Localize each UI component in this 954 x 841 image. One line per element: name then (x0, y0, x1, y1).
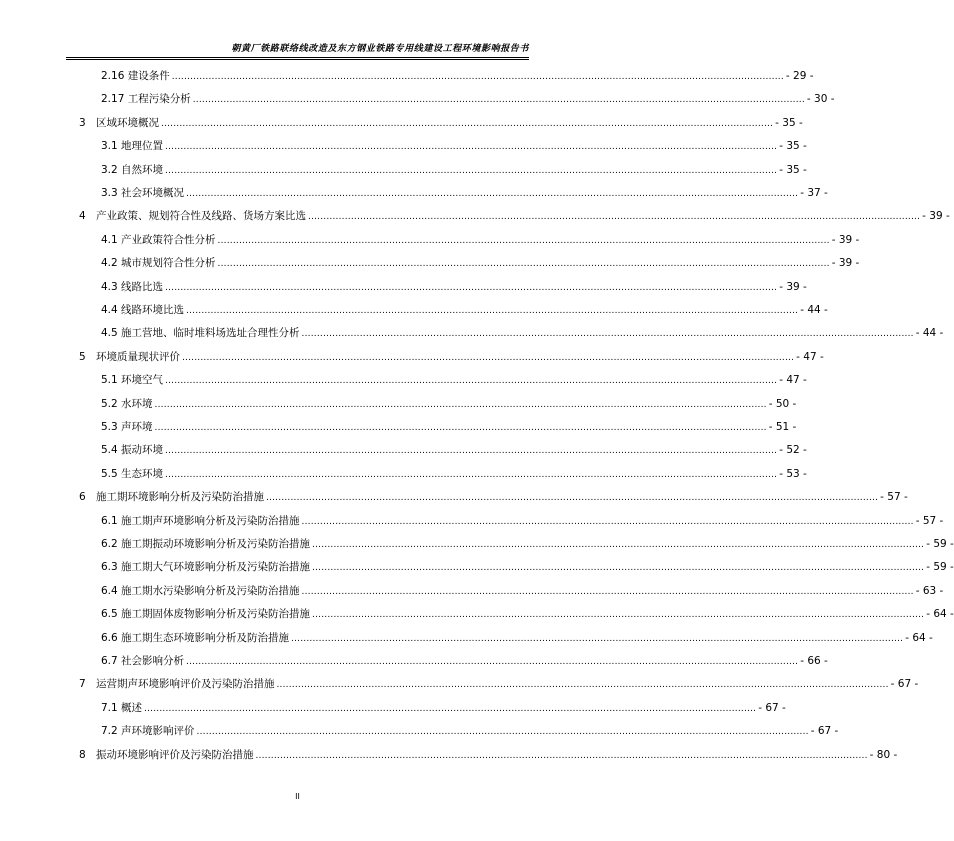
toc-page-number: - 59 - (926, 561, 954, 574)
toc-page-number: - 39 - (831, 257, 860, 270)
toc-leader-dots: ........................................................................................................................................................................................................ (144, 703, 757, 714)
toc-leader-dots: ........................................................................................................................................................................................................ (312, 540, 925, 550)
toc-entry[interactable] (0, 138, 807, 154)
toc-page-number: - 52 - (779, 444, 807, 457)
toc-entry-title: 运营期声环境影响评价及污染防治措施 (96, 678, 275, 691)
toc-page-number: - 44 - (800, 304, 828, 316)
page-number: II (295, 792, 300, 801)
toc-chapter-number: 5 (79, 350, 86, 363)
toc-entry[interactable] (0, 442, 807, 458)
toc-page-number: - 50 - (768, 397, 797, 410)
toc-entry[interactable] (0, 279, 807, 295)
toc-page-number: - 51 - (768, 421, 797, 433)
toc-entry-title: 振动环境影响评价及污染防治措施 (96, 748, 254, 761)
toc-entry-title: 施工期环境影响分析及污染防治措施 (96, 491, 264, 504)
toc-leader-dots: ........................................................................................................................................................................................................ (186, 189, 799, 199)
toc-entry[interactable] (0, 185, 828, 201)
toc-entry[interactable] (0, 676, 919, 692)
toc-page-number: - 64 - (926, 608, 954, 621)
running-header: 朝黄厂铁路联络线改造及东方钢业铁路专用线建设工程环境影响报告书 (231, 44, 529, 54)
toc-entry-title: 产业政策、规划符合性及线路、货场方案比选 (96, 210, 306, 223)
toc-entry-title: 4.2 城市规划符合性分析 (101, 257, 216, 270)
toc-leader-dots: ........................................................................................................................................................................................................ (171, 72, 784, 82)
toc-leader-dots: ........................................................................................................................................................................................................ (217, 259, 830, 270)
toc-page-number: - 57 - (915, 514, 944, 527)
toc-page-number: - 35 - (775, 116, 803, 129)
toc-page-number: - 66 - (800, 655, 828, 667)
toc-leader-dots: ........................................................................................................................................................................................................ (192, 95, 805, 106)
toc-entry-title: 6.7 社会影响分析 (101, 655, 185, 667)
toc-entry[interactable] (0, 653, 828, 669)
toc-page-number: - 37 - (800, 187, 828, 199)
toc-entry[interactable] (0, 325, 944, 341)
toc-entry-title: 6.1 施工期声环境影响分析及污染防治措施 (101, 514, 300, 527)
toc-entry[interactable] (0, 536, 954, 552)
toc-leader-dots: ........................................................................................................................................................................................................ (154, 423, 767, 433)
toc-entry-title: 6.3 施工期大气环境影响分析及污染防治措施 (101, 561, 311, 574)
toc-leader-dots: ........................................................................................................................................................................................................ (301, 516, 914, 527)
toc-leader-dots: ........................................................................................................................................................................................................ (301, 586, 914, 597)
toc-leader-dots: ........................................................................................................................................................................................................ (161, 118, 774, 129)
toc-entry[interactable] (0, 723, 839, 739)
toc-page-number: - 80 - (869, 748, 898, 761)
toc-entry[interactable] (0, 700, 786, 716)
toc-leader-dots: ........................................................................................................................................................................................................ (301, 329, 914, 340)
toc-entry-title: 7.2 声环境影响评价 (101, 725, 195, 738)
toc-leader-dots: ........................................................................................................................................................................................................ (165, 376, 778, 387)
toc-entry-title: 2.17 工程污染分析 (101, 93, 191, 106)
toc-chapter-number: 3 (79, 116, 86, 129)
toc-entry[interactable] (0, 747, 898, 763)
toc-leader-dots: ........................................................................................................................................................................................................ (255, 750, 868, 761)
toc-leader-dots: ........................................................................................................................................................................................................ (165, 142, 778, 153)
toc-leader-dots: ........................................................................................................................................................................................................ (165, 282, 778, 293)
toc-chapter-number: 8 (79, 748, 86, 761)
toc-entry[interactable] (0, 630, 933, 646)
toc-entry-title: 5.1 环境空气 (101, 374, 164, 387)
toc-entry-title: 4.5 施工营地、临时堆料场选址合理性分析 (101, 327, 300, 340)
toc-page-number: - 67 - (758, 701, 786, 714)
toc-leader-dots: ........................................................................................................................................................................................................ (196, 727, 809, 738)
toc-entry[interactable] (0, 372, 807, 388)
toc-leader-dots: ........................................................................................................................................................................................................ (154, 399, 767, 410)
toc-page-number: - 39 - (831, 233, 860, 246)
toc-entry-title: 区域环境概况 (96, 116, 159, 129)
toc-entry[interactable] (0, 115, 803, 131)
toc-leader-dots: ........................................................................................................................................................................................................ (182, 352, 795, 363)
toc-entry[interactable] (0, 208, 950, 224)
toc-entry-title: 6.6 施工期生态环境影响分析及防治措施 (101, 631, 290, 644)
toc-page-number: - 29 - (785, 70, 814, 82)
toc-entry-title: 环境质量现状评价 (96, 350, 180, 363)
toc-leader-dots: ........................................................................................................................................................................................................ (217, 235, 830, 246)
toc-page-number: - 67 - (810, 725, 839, 738)
toc-entry-title: 6.5 施工期固体废物影响分析及污染防治措施 (101, 608, 311, 621)
toc-leader-dots: ........................................................................................................................................................................................................ (186, 306, 799, 316)
toc-entry-title: 3.3 社会环境概况 (101, 187, 185, 199)
toc-entry-title: 5.2 水环境 (101, 397, 153, 410)
toc-page-number: - 35 - (779, 163, 807, 176)
toc-entry[interactable] (0, 489, 908, 505)
toc-entry-title: 6.4 施工期水污染影响分析及污染防治措施 (101, 584, 300, 597)
toc-entry[interactable] (0, 606, 954, 622)
toc-leader-dots: ........................................................................................................................................................................................................ (308, 212, 921, 223)
toc-entry-title: 5.4 振动环境 (101, 444, 164, 457)
toc-entry-title: 4.3 线路比选 (101, 280, 164, 293)
toc-entry-title: 3.1 地理位置 (101, 140, 164, 153)
header-rule-thin (66, 59, 529, 60)
toc-leader-dots: ........................................................................................................................................................................................................ (291, 633, 904, 644)
toc-page-number: - 53 - (779, 467, 807, 480)
toc-entry[interactable] (0, 255, 860, 271)
toc-entry-title: 2.16 建设条件 (101, 70, 170, 82)
toc-page-number: - 63 - (915, 584, 944, 597)
toc-entry[interactable] (0, 302, 828, 318)
toc-page-number: - 67 - (890, 678, 919, 691)
toc-entry[interactable] (0, 349, 824, 365)
toc-leader-dots: ........................................................................................................................................................................................................ (312, 610, 925, 621)
toc-leader-dots: ........................................................................................................................................................................................................ (165, 446, 778, 457)
toc-leader-dots: ........................................................................................................................................................................................................ (276, 680, 889, 691)
toc-page-number: - 44 - (915, 327, 944, 340)
toc-page-number: - 35 - (779, 140, 807, 153)
toc-page-number: - 39 - (922, 210, 950, 223)
toc-leader-dots: ........................................................................................................................................................................................................ (165, 469, 778, 480)
toc-entry[interactable] (0, 68, 814, 84)
toc-chapter-number: 6 (79, 491, 86, 504)
toc-entry-title: 5.5 生态环境 (101, 467, 164, 480)
toc-page-number: - 47 - (779, 374, 807, 387)
toc-entry[interactable] (0, 559, 954, 575)
toc-entry-title: 4.4 线路环境比选 (101, 304, 185, 316)
toc-leader-dots: ........................................................................................................................................................................................................ (266, 493, 879, 504)
toc-page-number: - 39 - (779, 280, 807, 293)
toc-page-number: - 47 - (796, 350, 824, 363)
toc-leader-dots: ........................................................................................................................................................................................................ (312, 563, 925, 574)
toc-leader-dots: ........................................................................................................................................................................................................ (186, 657, 799, 667)
toc-page-number: - 57 - (880, 491, 908, 504)
toc-chapter-number: 4 (79, 210, 86, 223)
toc-page-number: - 64 - (905, 631, 933, 644)
toc-entry[interactable] (0, 396, 797, 412)
toc-entry[interactable] (0, 419, 797, 435)
toc-leader-dots: ........................................................................................................................................................................................................ (165, 165, 778, 176)
toc-entry[interactable] (0, 513, 944, 529)
toc-entry[interactable] (0, 583, 944, 599)
header-rule (66, 57, 529, 58)
toc-entry[interactable] (0, 232, 860, 248)
toc-entry[interactable] (0, 91, 835, 107)
toc-page-number: - 59 - (926, 538, 954, 550)
toc-entry[interactable] (0, 466, 807, 482)
toc-entry[interactable] (0, 162, 807, 178)
toc-entry-title: 5.3 声环境 (101, 421, 153, 433)
toc-page-number: - 30 - (806, 93, 835, 106)
toc-entry-title: 3.2 自然环境 (101, 163, 164, 176)
toc-entry-title: 4.1 产业政策符合性分析 (101, 233, 216, 246)
toc-entry-title: 7.1 概述 (101, 701, 143, 714)
toc-entry-title: 6.2 施工期振动环境影响分析及污染防治措施 (101, 538, 311, 550)
toc-chapter-number: 7 (79, 678, 86, 691)
